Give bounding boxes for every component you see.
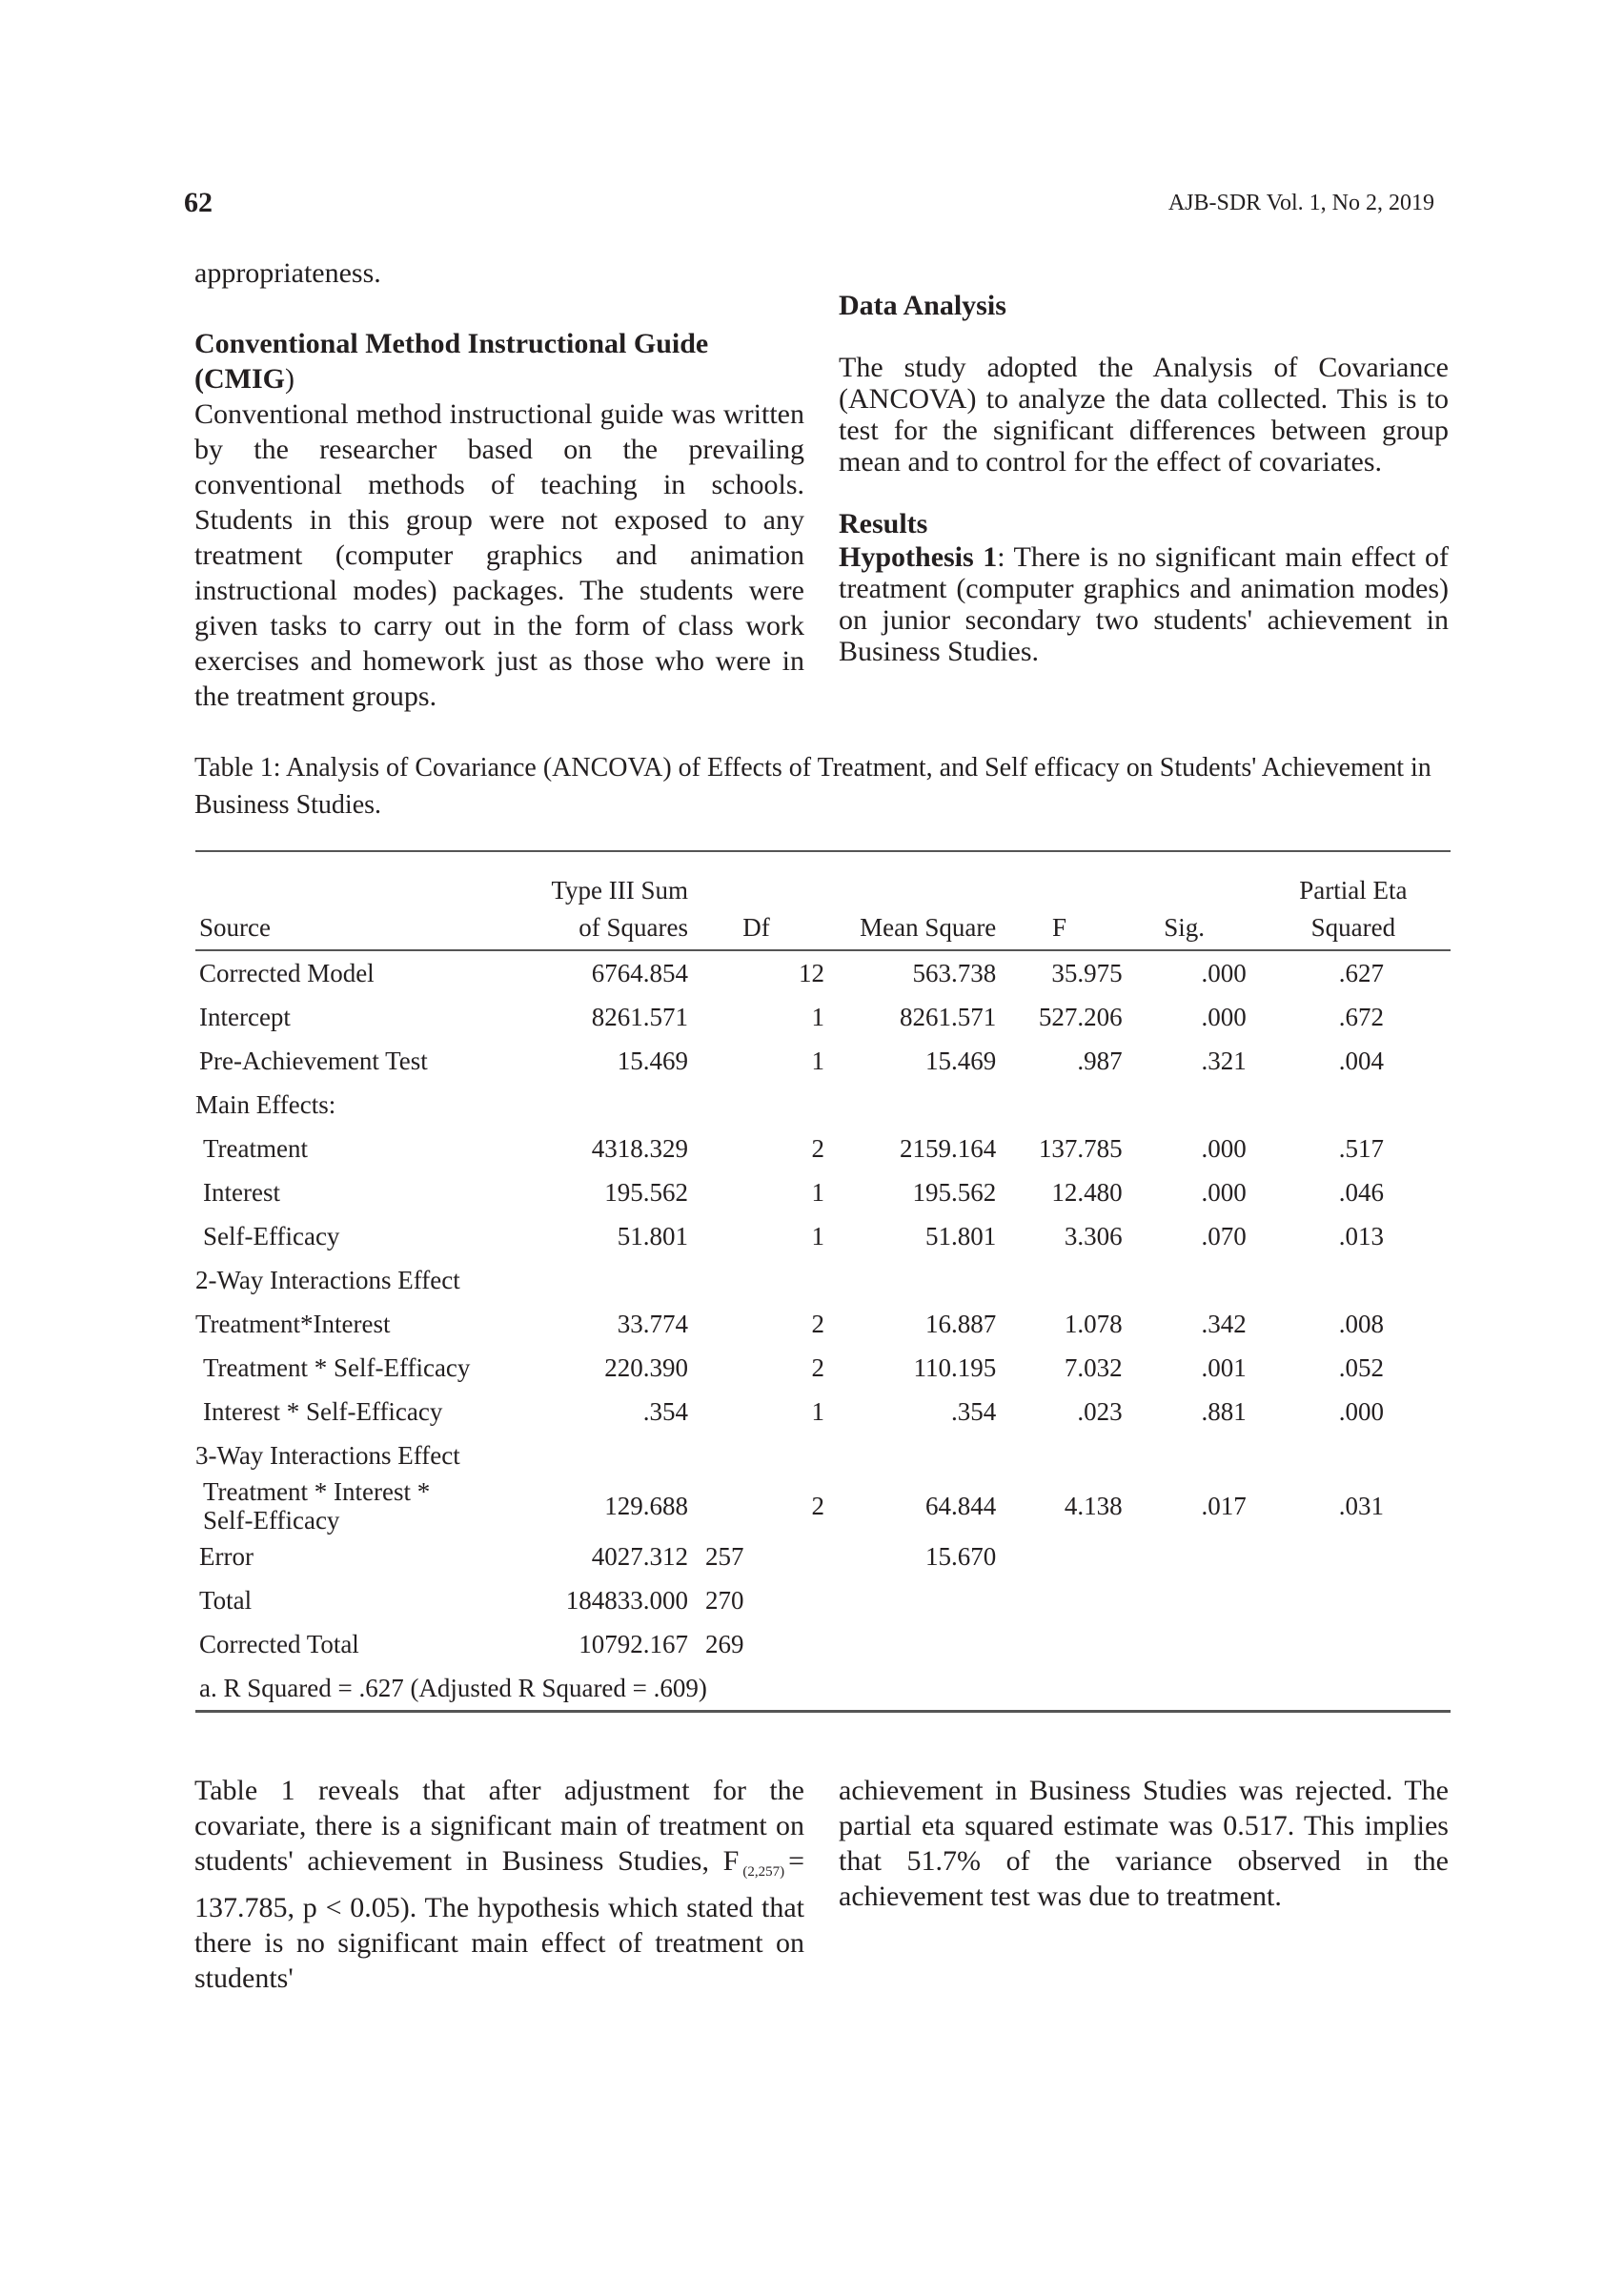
cell-ss: 129.688: [604, 1491, 689, 1520]
cell-f: 4.138: [1064, 1491, 1123, 1520]
table-footnote-row: [195, 1666, 1451, 1712]
cell-source: Corrected Model: [199, 958, 375, 987]
table-caption: Table 1: Analysis of Covariance (ANCOVA) of Effects of Treatment, and Self efficacy on Students' Achievement in Business Studies.: [194, 753, 1431, 820]
cell-ms: 195.562: [912, 1177, 997, 1207]
cell-source-line1: Treatment * Interest *: [203, 1477, 431, 1506]
discussion-left: [194, 1773, 804, 1996]
cell-eta: .052: [1338, 1352, 1384, 1382]
table-row: [195, 950, 1451, 995]
cell-df: 257: [705, 1541, 744, 1571]
cell-eta: .672: [1338, 1002, 1384, 1031]
f-subscript: (2,257): [742, 1864, 785, 1880]
cell-ms: 8261.571: [900, 1002, 997, 1031]
cell-sig: .017: [1201, 1491, 1247, 1520]
cell-ms: [824, 1622, 996, 1666]
table-row: [195, 1039, 1451, 1083]
hypothesis-text: : There is no significant main effect of treatment (computer graphics and animation modes) on junior secondary two students' achievement in Business Studies.: [839, 541, 1449, 667]
table-row: [195, 1127, 1451, 1170]
table-row: [195, 1622, 1451, 1666]
cell-eta: .008: [1338, 1309, 1384, 1338]
hypothesis-paragraph: [839, 541, 1449, 667]
cell-ms: 51.801: [925, 1221, 997, 1250]
table-row: [195, 1390, 1451, 1433]
table-row: [195, 1578, 1451, 1622]
cell-df: 2: [811, 1133, 824, 1163]
section-heading-cmig: [194, 326, 804, 396]
cell-source: Error: [199, 1541, 254, 1571]
cell-ms: 15.670: [925, 1541, 997, 1571]
discussion-right: [839, 1773, 1449, 1914]
cell-df: 269: [705, 1629, 744, 1658]
cell-sig: .000: [1201, 1177, 1247, 1207]
cell-ss: 220.390: [604, 1352, 689, 1382]
cell-ms: 563.738: [912, 958, 997, 987]
cell-f: 1.078: [1064, 1309, 1123, 1338]
cell-source: Self-Efficacy: [203, 1221, 340, 1250]
header-ss-line2: of Squares: [501, 905, 688, 950]
table-row: [195, 1214, 1451, 1258]
cell-eta: [1247, 1578, 1451, 1622]
cell-eta: .031: [1338, 1491, 1384, 1520]
cell-ss: .354: [642, 1396, 689, 1426]
cell-sig: .070: [1201, 1221, 1247, 1250]
cell-ss: 4027.312: [591, 1541, 689, 1571]
cell-sig: .001: [1201, 1352, 1247, 1382]
cell-eta: .517: [1338, 1133, 1384, 1163]
discussion-text-right: achievement in Business Studies was rejected. The partial eta squared estimate was 0.517. This implies that 51.7% of the variance observed in the achievement test was due to treatment.: [839, 1775, 1449, 1912]
cell-df: 1: [811, 1396, 824, 1426]
cell-eta: .000: [1338, 1396, 1384, 1426]
cell-source: Total: [199, 1585, 253, 1615]
cmig-paragraph: Conventional method instructional guide was written by the researcher based on the prevailing conventional methods of teaching in schools. Students in this group were not exposed to any treatment (computer graphics and animation instructional modes) packages. The students were given tasks to carry out in the form of class work exercises and homework just as those who were in the treatment groups.: [194, 398, 804, 712]
cell-eta: .004: [1338, 1046, 1384, 1075]
results-heading: Results: [839, 508, 928, 539]
cell-eta: .046: [1338, 1177, 1384, 1207]
group-label: Main Effects:: [195, 1089, 336, 1119]
right-column: [839, 288, 1449, 667]
cell-df: 1: [811, 1046, 824, 1075]
cell-source: Corrected Total: [199, 1629, 359, 1658]
cell-ss: 33.774: [617, 1309, 689, 1338]
cell-df: 270: [705, 1585, 744, 1615]
discussion-text-1: Table 1 reveals that after adjustment for the covariate, there is a significant main of treatment on students' achievement in Business Studies, F: [194, 1775, 804, 1877]
cell-sig: .000: [1201, 958, 1247, 987]
cell-f: 12.480: [1051, 1177, 1123, 1207]
discussion-text-2: = 137.785, p < 0.05). The hypothesis which stated that there is no significant main effect of treatment on students': [194, 1845, 804, 1994]
cell-ms: 15.469: [925, 1046, 997, 1075]
cell-ms: 16.887: [925, 1309, 997, 1338]
cell-eta: [1247, 1622, 1451, 1666]
table-body: [195, 950, 1451, 1712]
data-analysis-heading: Data Analysis: [839, 290, 1006, 321]
cell-ss: 8261.571: [591, 1002, 689, 1031]
table-group-row: [195, 1083, 1451, 1127]
cell-sig: [1123, 1535, 1247, 1578]
carryover-text: appropriateness.: [194, 257, 381, 289]
cell-source: Treatment: [203, 1133, 308, 1163]
cell-f: .023: [1077, 1396, 1123, 1426]
cell-eta: .627: [1338, 958, 1384, 987]
cell-ss: 195.562: [604, 1177, 689, 1207]
group-label: 3-Way Interactions Effect: [195, 1440, 460, 1470]
cell-df: 2: [811, 1352, 824, 1382]
table-row: [195, 1170, 1451, 1214]
cell-ms: 110.195: [913, 1352, 997, 1382]
cell-ss: 6764.854: [591, 958, 689, 987]
group-label: 2-Way Interactions Effect: [195, 1265, 460, 1294]
cell-ss: 51.801: [617, 1221, 689, 1250]
table-row: [195, 1535, 1451, 1578]
table-footnote: a. R Squared = .627 (Adjusted R Squared = .609): [199, 1673, 707, 1702]
page-number: 62: [184, 187, 213, 218]
table-row: [195, 1346, 1451, 1390]
ancova-table: [195, 850, 1451, 1713]
cell-sig: .000: [1201, 1133, 1247, 1163]
cell-source: Intercept: [199, 1002, 291, 1031]
cell-f: 35.975: [1051, 958, 1123, 987]
cell-ms: 64.844: [925, 1491, 997, 1520]
cell-f: 527.206: [1038, 1002, 1123, 1031]
cell-ss: 4318.329: [591, 1133, 689, 1163]
cell-sig: .321: [1201, 1046, 1247, 1075]
cell-source: Treatment * Self-Efficacy: [203, 1352, 471, 1382]
cell-f: 3.306: [1064, 1221, 1123, 1250]
cell-source: Interest: [203, 1177, 280, 1207]
running-head: AJB-SDR Vol. 1, No 2, 2019: [1167, 191, 1434, 215]
cell-source-line2: Self-Efficacy: [203, 1506, 340, 1535]
header-source-blank: [195, 851, 501, 905]
cell-source: Interest * Self-Efficacy: [203, 1396, 443, 1426]
cell-df: 12: [799, 958, 824, 987]
cell-f: 7.032: [1064, 1352, 1123, 1382]
cell-df: 1: [811, 1002, 824, 1031]
left-column: [194, 255, 804, 714]
cell-f: .987: [1077, 1046, 1123, 1075]
cell-df: 1: [811, 1177, 824, 1207]
cell-sig: .881: [1201, 1396, 1247, 1426]
table-group-row: [195, 1433, 1451, 1477]
cell-f: 137.785: [1038, 1133, 1123, 1163]
table-row: [195, 1302, 1451, 1346]
cell-sig: .342: [1201, 1309, 1247, 1338]
header-mean-square: Mean Square: [824, 905, 996, 950]
cell-ss: 15.469: [617, 1046, 689, 1075]
cell-df: 2: [811, 1491, 824, 1520]
table-row: [195, 995, 1451, 1039]
header-sig: Sig.: [1123, 905, 1247, 950]
section-heading-tail: ): [284, 363, 294, 395]
cell-source: [195, 1477, 501, 1535]
cell-eta: [1247, 1535, 1451, 1578]
cell-sig: .000: [1201, 1002, 1247, 1031]
header-eta-line2: Squared: [1247, 905, 1451, 950]
cell-df: 2: [811, 1309, 824, 1338]
header-f: F: [996, 905, 1122, 950]
header-ss-line1: Type III Sum: [551, 876, 689, 905]
cell-ms: .354: [951, 1396, 997, 1426]
cell-ms: [824, 1578, 996, 1622]
table-group-row: [195, 1258, 1451, 1302]
header-source: Source: [195, 905, 501, 950]
cell-ss: 184833.000: [565, 1585, 689, 1615]
table-row: [195, 1477, 1451, 1535]
cell-sig: [1123, 1622, 1247, 1666]
cell-f: [996, 1622, 1122, 1666]
header-eta-line1: Partial Eta: [1299, 876, 1408, 905]
header-df: Df: [688, 905, 824, 950]
cell-ms: 2159.164: [900, 1133, 997, 1163]
cell-source: Treatment*Interest: [195, 1309, 391, 1338]
cell-ss: 10792.167: [579, 1629, 689, 1658]
cell-sig: [1123, 1578, 1247, 1622]
cell-f: [996, 1535, 1122, 1578]
cell-f: [996, 1578, 1122, 1622]
cell-df: 1: [811, 1221, 824, 1250]
hypothesis-label: Hypothesis 1: [839, 541, 998, 573]
cell-eta: .013: [1338, 1221, 1384, 1250]
cell-source: Pre-Achievement Test: [199, 1046, 428, 1075]
data-analysis-paragraph: The study adopted the Analysis of Covariance (ANCOVA) to analyze the data collected. This is to test for the significant differences between group mean and to control for the effect of covariates.: [839, 352, 1449, 478]
section-heading-bold: Conventional Method Instructional Guide (CMIG: [194, 328, 709, 395]
